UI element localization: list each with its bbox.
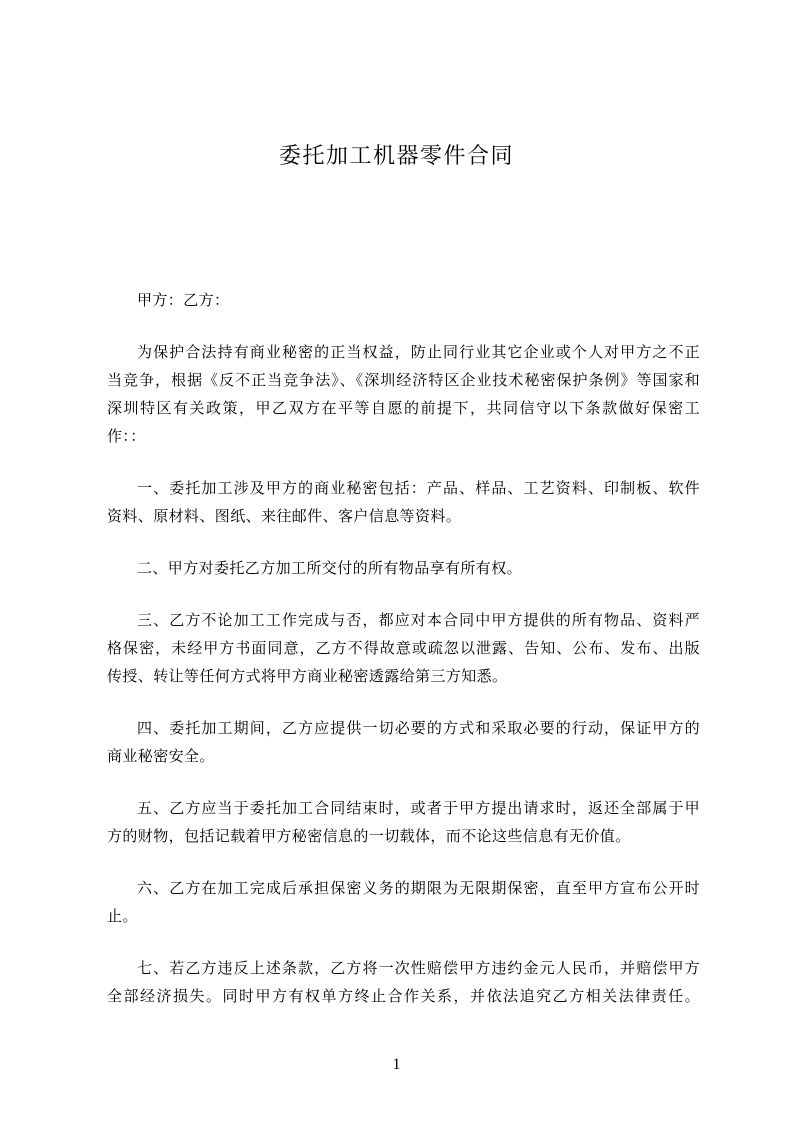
paragraph-line: 方的财物，包括记载着甲方秘密信息的一切载体，而不论这些信息有无价值。 <box>107 827 631 845</box>
paragraph-line: 五、乙方应当于委托加工合同结束时，或者于甲方提出请求时，返还全部属于甲 <box>137 799 700 817</box>
paragraph-line: 传授、转让等任何方式将甲方商业秘密透露给第三方知悉。 <box>107 667 508 685</box>
clause-5 <box>107 794 700 850</box>
paragraph-line: 当竞争，根据《反不正当竞争法》、《深圳经济特区企业技术秘密保护条例》等国家和 <box>107 371 700 389</box>
paragraph-line: 止。 <box>107 907 138 925</box>
paragraph-line: 资料、原材料、图纸、来往邮件、客户信息等资料。 <box>107 507 462 525</box>
paragraph-line: 格保密，未经甲方书面同意，乙方不得故意或疏忽以泄露、告知、公布、发布、出版 <box>107 639 700 657</box>
paragraph-line: 为保护合法持有商业秘密的正当权益，防止同行业其它企业或个人对甲方之不正 <box>137 343 700 361</box>
paragraph-line: 二、甲方对委托乙方加工所交付的所有物品享有所有权。 <box>137 559 523 577</box>
document-title: 委托加工机器零件合同 <box>278 144 514 169</box>
paragraph-line: 深圳特区有关政策，甲乙双方在平等自愿的前提下，共同信守以下条款做好保密工 <box>107 399 700 417</box>
clause-6 <box>107 874 700 930</box>
paragraph-line: 六、乙方在加工完成后承担保密义务的期限为无限期保密，直至甲方宣布公开时 <box>137 879 700 897</box>
paragraph-line: 一、委托加工涉及甲方的商业秘密包括：产品、样品、工艺资料、印制板、软件 <box>137 479 700 497</box>
paragraph-line: 商业秘密安全。 <box>107 747 215 765</box>
clause-4 <box>107 714 700 770</box>
clause-7 <box>107 954 700 1010</box>
paragraph-line: 全部经济损失。同时甲方有权单方终止合作关系，并依法追究乙方相关法律责任。 <box>107 987 700 1005</box>
clause-1 <box>107 474 700 530</box>
paragraph-line: 甲方：乙方： <box>137 291 230 309</box>
paragraph-line: 四、委托加工期间，乙方应提供一切必要的方式和采取必要的行动，保证甲方的 <box>137 719 700 737</box>
paragraph-line: 七、若乙方违反上述条款，乙方将一次性赔偿甲方违约金元人民币，并赔偿甲方 <box>137 959 700 977</box>
clause-3 <box>107 606 700 690</box>
page-number: 1 <box>392 1056 401 1073</box>
document-body <box>107 286 700 1010</box>
clause-2 <box>107 554 700 582</box>
paragraph-line: 作：： <box>107 427 146 445</box>
paragraph-line: 三、乙方不论加工工作完成与否，都应对本合同中甲方提供的所有物品、资料严 <box>137 611 700 629</box>
parties-paragraph <box>107 286 700 314</box>
preamble-paragraph <box>107 338 700 450</box>
